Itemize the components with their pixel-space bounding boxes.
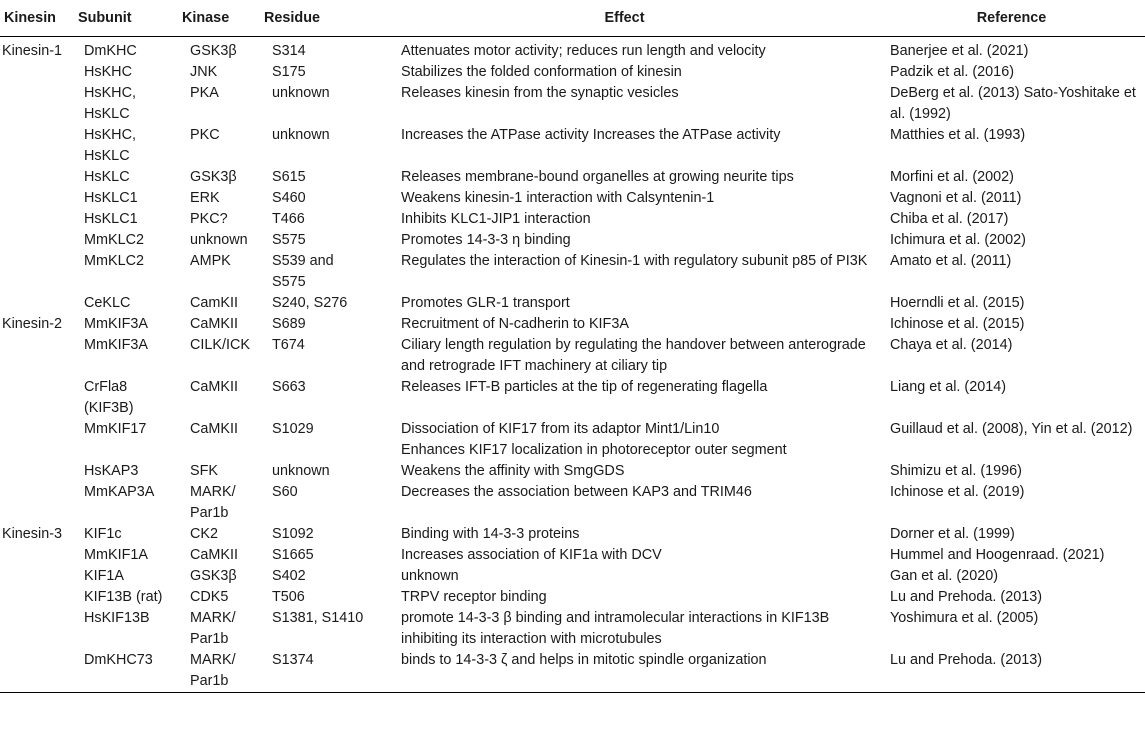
cell-reference: Shimizu et al. (1996) — [890, 463, 1022, 479]
cell-reference: Padzik et al. (2016) — [890, 64, 1014, 80]
cell-reference: Ichimura et al. (2002) — [890, 232, 1026, 248]
cell-subunit: DmKHC — [84, 43, 137, 59]
cell-kinesin — [0, 230, 74, 251]
cell-subunit: MmKLC2 — [84, 253, 144, 269]
cell-reference: Lu and Prehoda. (2013) — [890, 652, 1043, 668]
cell-effect: Weakens the affinity with SmgGDS — [401, 463, 625, 479]
cell-kinase: CILK/ICK — [190, 337, 250, 353]
cell-residue: unknown — [272, 85, 330, 101]
cell-kinase: PKC? — [190, 211, 228, 227]
cell-reference: Yoshimura et al. (2005) — [890, 610, 1039, 626]
header-subunit: Subunit — [74, 0, 178, 37]
cell-effect: unknown — [401, 568, 459, 584]
cell-effect: Releases membrane-bound organelles at growing neurite tips — [401, 169, 794, 185]
cell-effect: promote 14-3-3 β binding and intramolecular interactions in KIF13B inhibiting its interaction with microtubules — [401, 610, 830, 647]
header-reference: Reference — [878, 0, 1145, 37]
cell-subunit: MmKAP3A — [84, 484, 155, 500]
cell-subunit: MmKIF3A — [84, 316, 148, 332]
table-row — [0, 209, 1145, 230]
cell-reference: Lu and Prehoda. (2013) — [890, 589, 1043, 605]
cell-subunit: HsKLC — [84, 169, 130, 185]
cell-subunit: CrFla8 (KIF3B) — [84, 379, 134, 416]
cell-effect: Promotes GLR-1 transport — [401, 295, 570, 311]
cell-kinesin — [0, 209, 74, 230]
cell-residue — [260, 440, 371, 461]
cell-subunit: HsKHC, HsKLC — [84, 85, 136, 122]
table-row — [0, 545, 1145, 566]
cell-subunit: HsKLC1 — [84, 211, 138, 227]
cell-reference: Chaya et al. (2014) — [890, 337, 1013, 353]
table-row — [0, 314, 1145, 335]
cell-kinase: CaMKII — [190, 421, 238, 437]
table-row — [0, 524, 1145, 545]
cell-kinase: MARK/ Par1b — [190, 652, 236, 689]
cell-kinesin — [0, 377, 74, 419]
table-body — [0, 37, 1145, 693]
cell-reference: Matthies et al. (1993) — [890, 127, 1026, 143]
cell-residue: S1092 — [272, 526, 314, 542]
table-row — [0, 230, 1145, 251]
cell-effect: Enhances KIF17 localization in photoreceptor outer segment — [401, 442, 787, 458]
cell-kinase: CDK5 — [190, 589, 229, 605]
cell-kinase: AMPK — [190, 253, 231, 269]
cell-kinesin — [0, 440, 74, 461]
table-row — [0, 251, 1145, 293]
table-row — [0, 608, 1145, 650]
cell-effect: Binding with 14-3-3 proteins — [401, 526, 580, 542]
cell-reference: Vagnoni et al. (2011) — [890, 190, 1022, 206]
cell-subunit: MmKIF3A — [84, 337, 148, 353]
cell-kinesin — [0, 62, 74, 83]
cell-reference: Hoerndli et al. (2015) — [890, 295, 1025, 311]
cell-effect: TRPV receptor binding — [401, 589, 547, 605]
cell-reference — [878, 440, 1145, 461]
cell-reference: DeBerg et al. (2013) Sato-Yoshitake et al. (1992) — [890, 85, 1136, 122]
cell-kinesin — [0, 566, 74, 587]
cell-kinesin: Kinesin-2 — [2, 316, 62, 332]
cell-reference: Dorner et al. (1999) — [890, 526, 1015, 542]
cell-kinesin — [0, 335, 74, 377]
cell-residue: S402 — [272, 568, 306, 584]
table-row — [0, 188, 1145, 209]
cell-residue: T506 — [272, 589, 305, 605]
cell-kinase: MARK/ Par1b — [190, 484, 236, 521]
cell-kinase: CamKII — [190, 295, 238, 311]
cell-kinesin: Kinesin-3 — [2, 526, 62, 542]
cell-residue: S460 — [272, 190, 306, 206]
cell-kinase: GSK3β — [190, 43, 237, 59]
cell-residue: S689 — [272, 316, 306, 332]
cell-subunit: MmKIF17 — [84, 421, 147, 437]
cell-subunit: HsKIF13B — [84, 610, 150, 626]
cell-reference: Liang et al. (2014) — [890, 379, 1007, 395]
cell-reference: Banerjee et al. (2021) — [890, 43, 1029, 59]
cell-kinase: GSK3β — [190, 169, 237, 185]
cell-kinesin — [0, 125, 74, 167]
cell-residue: S60 — [272, 484, 298, 500]
cell-subunit — [74, 440, 178, 461]
cell-kinesin — [0, 293, 74, 314]
cell-kinase: unknown — [190, 232, 248, 248]
table-row — [0, 587, 1145, 608]
cell-effect: binds to 14-3-3 ζ and helps in mitotic spindle organization — [401, 652, 767, 668]
cell-reference: Ichinose et al. (2015) — [890, 316, 1025, 332]
cell-residue: S575 — [272, 232, 306, 248]
cell-effect: Dissociation of KIF17 from its adaptor Mint1/Lin10 — [401, 421, 720, 437]
cell-residue: S1029 — [272, 421, 314, 437]
cell-kinesin — [0, 608, 74, 650]
cell-residue: T466 — [272, 211, 305, 227]
cell-kinase: JNK — [190, 64, 218, 80]
cell-subunit: HsKAP3 — [84, 463, 139, 479]
table-row — [0, 37, 1145, 63]
cell-kinase — [178, 440, 260, 461]
cell-kinesin — [0, 587, 74, 608]
cell-subunit: KIF13B (rat) — [84, 589, 163, 605]
header-residue: Residue — [260, 0, 371, 37]
cell-subunit: MmKLC2 — [84, 232, 144, 248]
header-kinase: Kinase — [178, 0, 260, 37]
cell-reference: Chiba et al. (2017) — [890, 211, 1009, 227]
cell-kinase: GSK3β — [190, 568, 237, 584]
cell-effect: Releases kinesin from the synaptic vesicles — [401, 85, 679, 101]
cell-residue: S539 and S575 — [272, 253, 334, 290]
cell-kinase: CaMKII — [190, 379, 238, 395]
table-row — [0, 419, 1145, 440]
cell-reference: Ichinose et al. (2019) — [890, 484, 1025, 500]
cell-effect: Stabilizes the folded conformation of kinesin — [401, 64, 682, 80]
cell-kinase: CK2 — [190, 526, 218, 542]
cell-effect: Ciliary length regulation by regulating the handover between anterograde and retrograde IFT machinery at ciliary tip — [401, 337, 866, 374]
cell-subunit: KIF1c — [84, 526, 122, 542]
cell-kinase: CaMKII — [190, 547, 238, 563]
cell-effect: Decreases the association between KAP3 and TRIM46 — [401, 484, 752, 500]
cell-reference: Hummel and Hoogenraad. (2021) — [890, 547, 1105, 563]
table-row — [0, 167, 1145, 188]
cell-residue: unknown — [272, 463, 330, 479]
cell-kinase: PKA — [190, 85, 219, 101]
cell-effect: Recruitment of N-cadherin to KIF3A — [401, 316, 629, 332]
cell-reference: Morfini et al. (2002) — [890, 169, 1014, 185]
table-row — [0, 83, 1145, 125]
cell-kinase: PKC — [190, 127, 220, 143]
cell-residue: S1665 — [272, 547, 314, 563]
cell-kinase: MARK/ Par1b — [190, 610, 236, 647]
cell-kinesin — [0, 251, 74, 293]
cell-kinesin — [0, 188, 74, 209]
table-row — [0, 335, 1145, 377]
cell-kinesin — [0, 650, 74, 693]
cell-effect: Promotes 14-3-3 η binding — [401, 232, 571, 248]
cell-residue: T674 — [272, 337, 305, 353]
cell-subunit: KIF1A — [84, 568, 124, 584]
cell-kinesin — [0, 83, 74, 125]
cell-kinesin — [0, 545, 74, 566]
cell-residue: S175 — [272, 64, 306, 80]
cell-residue: unknown — [272, 127, 330, 143]
cell-effect: Releases IFT-B particles at the tip of regenerating flagella — [401, 379, 768, 395]
cell-effect: Regulates the interaction of Kinesin-1 with regulatory subunit p85 of PI3K — [401, 253, 868, 269]
cell-residue: S1374 — [272, 652, 314, 668]
table-row — [0, 377, 1145, 419]
cell-kinase: ERK — [190, 190, 220, 206]
cell-effect: Inhibits KLC1-JIP1 interaction — [401, 211, 591, 227]
cell-subunit: HsKLC1 — [84, 190, 138, 206]
header-kinesin: Kinesin — [0, 0, 74, 37]
cell-residue: S663 — [272, 379, 306, 395]
cell-residue: S314 — [272, 43, 306, 59]
cell-effect: Increases the ATPase activity Increases the ATPase activity — [401, 127, 781, 143]
table-row — [0, 440, 1145, 461]
cell-subunit: CeKLC — [84, 295, 131, 311]
bottom-rule — [0, 693, 1145, 696]
cell-reference: Gan et al. (2020) — [890, 568, 998, 584]
table-row — [0, 125, 1145, 167]
cell-residue: S240, S276 — [272, 295, 348, 311]
cell-kinase: SFK — [190, 463, 218, 479]
cell-subunit: DmKHC73 — [84, 652, 153, 668]
cell-kinesin — [0, 482, 74, 524]
cell-residue: S615 — [272, 169, 306, 185]
cell-effect: Increases association of KIF1a with DCV — [401, 547, 662, 563]
cell-effect: Weakens kinesin-1 interaction with Calsyntenin-1 — [401, 190, 715, 206]
cell-kinesin — [0, 167, 74, 188]
cell-reference: Guillaud et al. (2008), Yin et al. (2012) — [890, 421, 1133, 437]
cell-kinesin — [0, 419, 74, 440]
cell-subunit: MmKIF1A — [84, 547, 148, 563]
cell-kinesin: Kinesin-1 — [2, 43, 62, 59]
header-effect: Effect — [371, 0, 878, 37]
cell-subunit: HsKHC, HsKLC — [84, 127, 136, 164]
cell-reference: Amato et al. (2011) — [890, 253, 1012, 269]
table-row — [0, 650, 1145, 693]
cell-subunit: HsKHC — [84, 64, 132, 80]
cell-kinase: CaMKII — [190, 316, 238, 332]
table-row — [0, 482, 1145, 524]
table-row — [0, 461, 1145, 482]
header-row — [0, 0, 1145, 37]
cell-effect: Attenuates motor activity; reduces run length and velocity — [401, 43, 766, 59]
table-row — [0, 566, 1145, 587]
cell-kinesin — [0, 461, 74, 482]
table-row — [0, 293, 1145, 314]
cell-residue: S1381, S1410 — [272, 610, 364, 626]
table-row — [0, 62, 1145, 83]
